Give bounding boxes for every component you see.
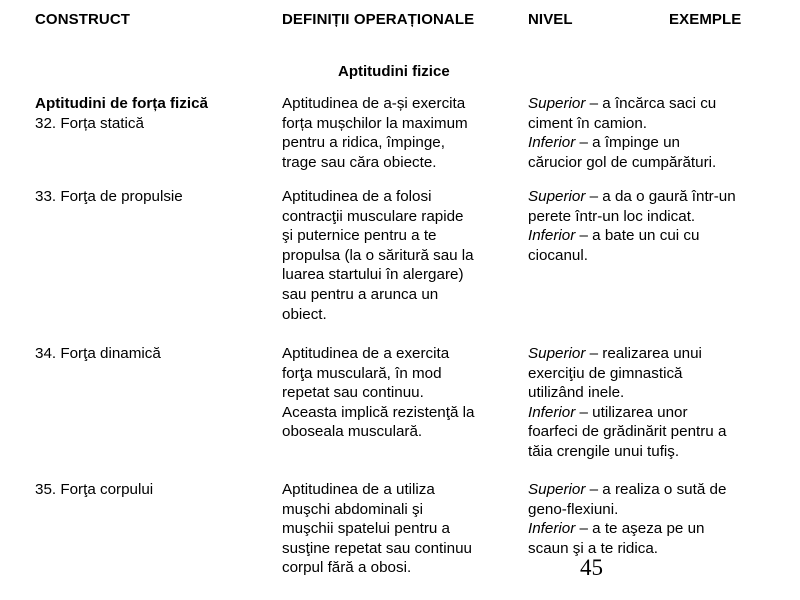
definition-cell-32 bbox=[282, 94, 522, 172]
definition-line: luarea startului în alergare) bbox=[282, 266, 464, 284]
definition-line: Aptitudinea de a-și exercita bbox=[282, 95, 466, 112]
example-text: – a te aşeza pe un bbox=[575, 520, 705, 538]
definition-line: Aptitudinea de a utiliza bbox=[282, 481, 435, 498]
example-text: foarfeci de grădinărit pentru a bbox=[528, 423, 727, 441]
inferior-example bbox=[528, 519, 778, 539]
definition-line: şi puternice pentru a te bbox=[282, 227, 437, 245]
definition-line: Aceasta implică rezistenţă la bbox=[282, 403, 475, 421]
inferior-label: Inferior bbox=[528, 403, 576, 421]
superior-label: Superior bbox=[528, 481, 586, 498]
header-construct: CONSTRUCT bbox=[35, 11, 131, 28]
inferior-example bbox=[528, 226, 778, 246]
examples-cell-34 bbox=[528, 344, 778, 462]
example-text: tăia crengile unui tufiş. bbox=[528, 442, 680, 460]
definition-line: muşchii spatelui pentru a bbox=[282, 520, 450, 538]
definition-line: contracţii musculare rapide bbox=[282, 207, 464, 225]
example-text: – a bate un cui cu bbox=[575, 227, 700, 245]
example-text: exerciţiu de gimnastică bbox=[528, 364, 683, 382]
inferior-example bbox=[528, 133, 778, 153]
examples-cell-32 bbox=[528, 94, 778, 172]
definition-cell-34 bbox=[282, 344, 522, 442]
superior-example bbox=[528, 94, 778, 114]
definition-line: forţa musculară, în mod bbox=[282, 364, 442, 382]
definition-line: Aptitudinea de a exercita bbox=[282, 345, 450, 362]
definition-line: Aptitudinea de a folosi bbox=[282, 188, 432, 205]
definition-line: sau pentru a arunca un bbox=[282, 285, 439, 303]
definition-line: trage sau căra obiecte. bbox=[282, 153, 437, 171]
superior-example bbox=[528, 480, 778, 500]
header-level: NIVEL bbox=[528, 11, 573, 28]
definition-line: forța mușchilor la maximum bbox=[282, 114, 468, 132]
superior-label: Superior bbox=[528, 95, 586, 112]
example-text: ciment în camion. bbox=[528, 114, 648, 132]
example-text: cărucior gol de cumpărături. bbox=[528, 153, 717, 171]
group-title: Aptitudini de forța fizică bbox=[35, 95, 208, 112]
example-text: ciocanul. bbox=[528, 246, 588, 264]
construct-name: 35. Forţa corpului bbox=[35, 481, 154, 498]
example-text: scaun şi a te ridica. bbox=[528, 539, 658, 557]
examples-cell-35 bbox=[528, 480, 778, 558]
example-text: – a încărca saci cu bbox=[585, 95, 717, 112]
header-examples: EXEMPLE bbox=[669, 11, 742, 28]
definition-line: oboseala musculară. bbox=[282, 423, 423, 441]
definition-line: muşchi abdominali şi bbox=[282, 500, 423, 518]
definition-line: corpul fără a obosi. bbox=[282, 559, 412, 577]
example-text: – a împinge un bbox=[575, 134, 680, 152]
definition-line: obiect. bbox=[282, 305, 327, 323]
examples-cell-33 bbox=[528, 187, 778, 265]
inferior-label: Inferior bbox=[528, 134, 576, 152]
definition-line: susţine repetat sau continuu bbox=[282, 539, 472, 557]
construct-cell-33 bbox=[35, 187, 275, 207]
example-text: – a da o gaură într-un bbox=[585, 188, 736, 205]
example-text: – realizarea unui bbox=[585, 345, 702, 362]
construct-cell-32 bbox=[35, 94, 275, 133]
definition-cell-33 bbox=[282, 187, 522, 324]
definition-cell-35 bbox=[282, 480, 522, 578]
definition-line: pentru a ridica, împinge, bbox=[282, 134, 445, 152]
inferior-label: Inferior bbox=[528, 520, 576, 538]
inferior-example bbox=[528, 403, 778, 423]
example-text: – utilizarea unor bbox=[575, 403, 688, 421]
construct-name: 34. Forţa dinamică bbox=[35, 345, 161, 362]
inferior-label: Inferior bbox=[528, 227, 576, 245]
definition-line: repetat sau continuu. bbox=[282, 384, 424, 402]
section-title: Aptitudini fizice bbox=[338, 63, 450, 80]
header-definitions: DEFINIȚII OPERAȚIONALE bbox=[282, 11, 475, 28]
page-number: 45 bbox=[580, 555, 603, 580]
example-text: utilizând inele. bbox=[528, 384, 625, 402]
example-text: geno-flexiuni. bbox=[528, 500, 619, 518]
construct-name: 33. Forţa de propulsie bbox=[35, 188, 183, 205]
superior-example bbox=[528, 187, 778, 207]
example-text: perete într-un loc indicat. bbox=[528, 207, 696, 225]
construct-cell-35 bbox=[35, 480, 275, 500]
example-text: – a realiza o sută de bbox=[585, 481, 727, 498]
superior-label: Superior bbox=[528, 345, 586, 362]
construct-cell-34 bbox=[35, 344, 275, 364]
definition-line: propulsa (la o săritură sau la bbox=[282, 246, 474, 264]
superior-example bbox=[528, 344, 778, 364]
construct-name: 32. Forța statică bbox=[35, 114, 144, 132]
superior-label: Superior bbox=[528, 188, 586, 205]
